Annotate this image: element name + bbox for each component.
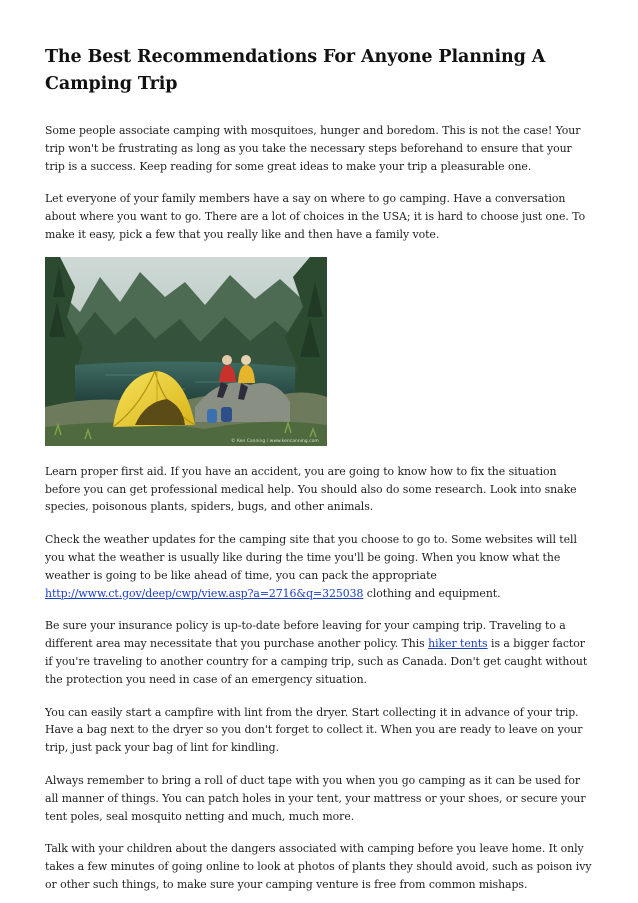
- camping-photo: [45, 257, 327, 446]
- paragraph-duct-tape: Always remember to bring a roll of duct tape with you when you go camping as it can be used for all manner of things. You can patch holes in your tent, your mattress or your shoes, or secure your tent poles, seal mosquito netting and much, much more.: [45, 773, 586, 823]
- paragraph-first-aid: Learn proper first aid. If you have an accident, you are going to know how to fix the situation before you can get professional medical help. You should also do some research. Look into snake species, poisonous plants, spiders, bugs, and other animals.: [45, 464, 577, 514]
- photo-watermark: © Ken Canning / www.kencanning.com: [231, 438, 319, 444]
- document-page: [45, 44, 593, 894]
- paragraph-campfire-lint: You can easily start a campfire with lint from the dryer. Start collecting it in advance of your trip. Have a bag next to the dryer so you don't forget to collect it. When you are ready to leave on your trip, just pack your bag of lint for kindling.: [45, 705, 583, 755]
- link-hiker-tents[interactable]: hiker tents: [428, 637, 488, 651]
- paragraph-weather: Check the weather updates for the camping site that you choose to go to. Some websites will tell you what the weather is usually like during the time you'll be going. When you know what the weather is going to be like ahead of time, you can pack the appropriate http://www.ct.gov/deep/cwp/view.asp?a=2716&q=325038 clothing and equipment.: [45, 533, 577, 600]
- paragraph-children-dangers: Talk with your children about the dangers associated with camping before you leave home. It only takes a few minutes of going online to look at photos of plants they should avoid, such as poison ivy or other such things, to make sure your camping venture is free from common mishaps.: [45, 842, 592, 891]
- page-title: The Best Recommendations For Anyone Planning A Camping Trip: [45, 47, 546, 94]
- paragraph-intro: Some people associate camping with mosquitoes, hunger and boredom. This is not the case! Your trip won't be frustrating as long as you take the necessary steps beforehand to ensure that your trip is a success. Keep reading for some great ideas to make your trip a pleasurable one.: [45, 124, 581, 173]
- paragraph-insurance: Be sure your insurance policy is up-to-date before leaving for your camping trip. Traveling to a different area may necessitate that you purchase another policy. This hiker tents is a bigger factor if you're traveling to another country for a camping trip, such as Canada. Don't get caught without the protection you need in case of an emergency situation.: [45, 619, 588, 686]
- link-weather-url[interactable]: http://www.ct.gov/deep/cwp/view.asp?a=2716&q=325038: [45, 586, 364, 600]
- paragraph-family-vote: Let everyone of your family members have a say on where to go camping. Have a conversation about where you want to go. There are a lot of choices in the USA; it is hard to choose just one. To make it easy, pick a few that you really like and then have a family vote.: [45, 192, 586, 241]
